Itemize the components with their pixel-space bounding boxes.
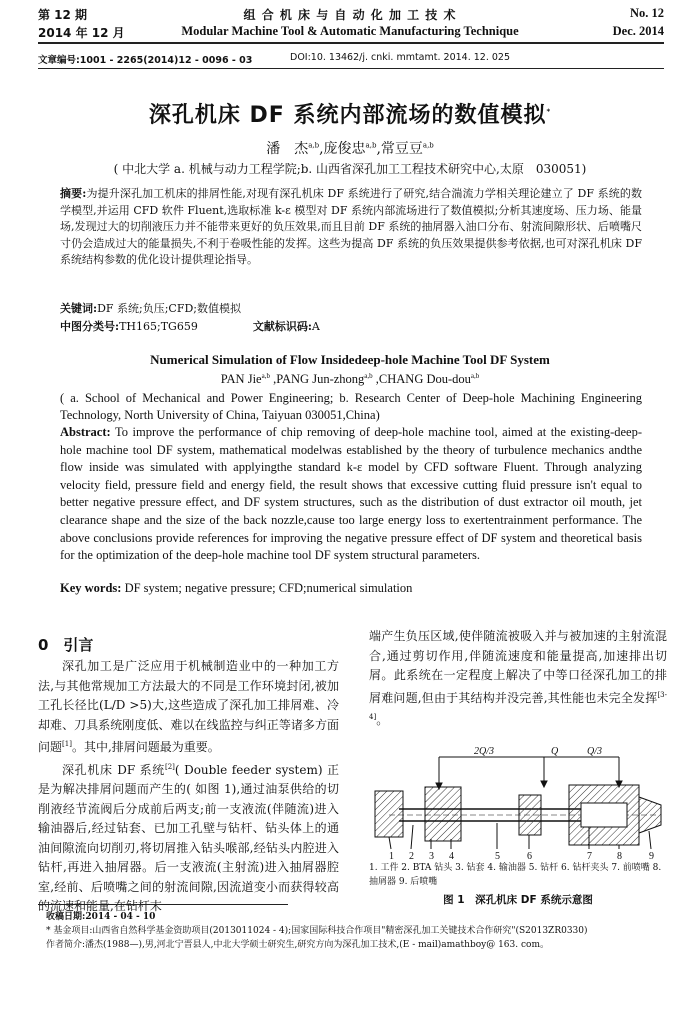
figure-part-number: 4: [449, 851, 454, 861]
classification-cn: 中图分类号:TH165;TG659 文献标识码:A: [60, 320, 320, 333]
date-cn: 2014 年 12 月: [38, 26, 125, 40]
figure-caption: 图 1 深孔机床 DF 系统示意图: [443, 894, 593, 906]
flow-label-mid: Q: [551, 746, 559, 757]
footnote-received: 收稿日期:2014 - 04 - 10: [46, 912, 156, 922]
footnote-rule: [38, 904, 288, 905]
meta-rule: [38, 68, 664, 69]
footnote-author: 作者简介:潘杰(1988—),男,河北宁晋县人,中北大学硕士研究生,研究方向为深孔加工技术,(E - mail)amathboy@ 163. com。: [46, 940, 549, 950]
figure-part-number: 9: [649, 851, 654, 861]
authors-en: PAN Jie$^{a,b}$ ,PANG Jun-zhong$^{a,b}$ ,CHANG Dou-dou$^{a,b}$: [220, 372, 480, 387]
figure-df-system: [369, 745, 667, 861]
abstract-en: Abstract: To improve the performance of chip removing of deep-hole machine tool, aimed at the existing-deep-hole machine tool DF system, mathematical modelwas established by the theory of turbulence mechanics andthe flow inside was simulated with applyingthe standard k-ε model by CFD software Fluent. Through analyzing velocity field, pressure field and energy field, the result shows that excessive cutting fluid pressure isn't equal to better negative pressure effect, and DF system structures, such as the distribution of dust extractor oil mouth, jet clearance shape and the size of the back nozzle,cause too large energy loss to exertentrainment performance. The above conclusions provide references for improving the negative pressure effect of DF system and theoretical basis for the optimization of the deep-hole machine tool DF system structural parameters.: [60, 425, 642, 563]
flow-label-left: 2Q/3: [474, 746, 494, 757]
paragraph: 端产生负压区域,使伴随流被吸入并与被加速的主射流混合,通过剪切作用,伴随流速度和能量提高,加速排出切屑。此系统在一定程度上解决了中等口径深孔加工的排屑难问题,但由于其结构并没完善,其性能也未完全发挥[3-4]。: [369, 629, 667, 727]
body-right-column: [369, 627, 667, 731]
journal-cn: 组 合 机 床 与 自 动 化 加 工 技 术: [243, 8, 457, 22]
figure-part-number: 3: [429, 851, 434, 861]
affiliation-cn: ( 中北大学 a. 机械与动力工程学院;b. 山西省深孔加工工程技术研究中心,太原 030051): [113, 162, 587, 176]
figure-part-number: 2: [409, 851, 414, 861]
figure-part-number: 5: [495, 851, 500, 861]
paper-title-en: Numerical Simulation of Flow Insidedeep-hole Machine Tool DF System: [150, 352, 550, 367]
article-number: 文章编号:1001 - 2265(2014)12 - 0096 - 03: [38, 55, 253, 66]
flow-label-right: Q/3: [587, 746, 602, 757]
issue-cn: 第 12 期: [38, 8, 88, 22]
footnote-fund: * 基金项目:山西省自然科学基金资助项目(2013011024 - 4);国家国际科技合作项目"精密深孔加工关键技术合作研究"(S2013ZR0330): [46, 926, 588, 936]
paper-title-cn: 深孔机床 DF 系统内部流场的数值模拟*: [148, 103, 552, 128]
journal-en: Modular Machine Tool & Automatic Manufacturing Technique: [181, 24, 519, 38]
paragraph: 深孔加工是广泛应用于机械制造业中的一种加工方法,与其他常规加工方法最大的不同是工作环境封闭,被加工孔长径比(L/D >5)大,这些造成了深孔加工排屑难、冷却难、刀具系统刚度低、难以在线监控与纠正等诸多方面问题[1]。其中,排屑问题最为重要。: [38, 659, 339, 754]
header-rule: [38, 42, 664, 44]
body-left-column: [38, 657, 339, 917]
figure-part-number: 8: [617, 851, 622, 861]
figure-legend: 1. 工件 2. BTA 钻头 3. 钻套 4. 输油器 5. 钻杆 6. 钻杆夹头 7. 前喷嘴 8. 抽屑器 9. 后喷嘴: [369, 863, 662, 887]
df-system-diagram: [369, 745, 667, 861]
authors-cn: 潘 杰$^{a,b}$,庞俊忠$^{a,b}$,常豆豆$^{a,b}$: [266, 141, 434, 157]
abstract-cn: 摘要:为提升深孔加工机床的排屑性能,对现有深孔机床 DF 系统进行了研究,结合湍流力学相关理论建立了 DF 系统的数学模型,并运用 CFD 软件 Fluent,选取标准 k-ε 模型对 DF 系统内部流场进行了数值模拟;分析其速度场、压力场、能量场,发现过大的切削液压力并不能带来更好的负压效果,而且目前 DF 系统的抽屑器入油口分布、射流间隙形状、后喷嘴尺寸仍会造成过大的能量损失,不利于卷吸性能的发挥。这些为提高 DF 系统的负压效果提供参考依据,也可对深孔机床 DF 系统结构参数的优化设计提供理论指导。: [60, 187, 642, 266]
keywords-en: Key words: DF system; negative pressure; CFD;numerical simulation: [60, 581, 413, 595]
doi: DOI:10. 13462/j. cnki. mmtamt. 2014. 12. 025: [290, 52, 510, 63]
figure-part-number: 6: [527, 851, 532, 861]
section-heading: 0 引言: [38, 636, 94, 654]
figure-part-number: 1: [389, 851, 394, 861]
issue-en: No. 12: [629, 6, 664, 20]
keywords-cn: 关键词:DF 系统;负压;CFD;数值模拟: [60, 302, 241, 315]
paragraph: 深孔机床 DF 系统[2]( Double feeder system) 正是为解决排屑问题而产生的( 如图 1),通过油泵供给的切削液经节流阀后分成前后两支;前一支液流(伴随流)进入输油器后,经过钻套、已加工孔壁与钻杆、钻头体上的通油间隙流向切削刃,将切屑推入钻头喉部,经钻头内腔进入钻杆,再进入抽屑器。后一支液流(主射流)进入抽屑器腔室,经前、后喷嘴之间的射流间隙,因流道变小而获得较高的流速和能量,在钻杆末: [38, 762, 339, 913]
date-en: Dec. 2014: [612, 24, 664, 38]
affiliation-en: ( a. School of Mechanical and Power Engineering; b. Research Center of Deep-hole Machining Engineering Technology, North University of China, Taiyuan 030051,China): [60, 391, 642, 422]
figure-part-number: 7: [587, 851, 592, 861]
